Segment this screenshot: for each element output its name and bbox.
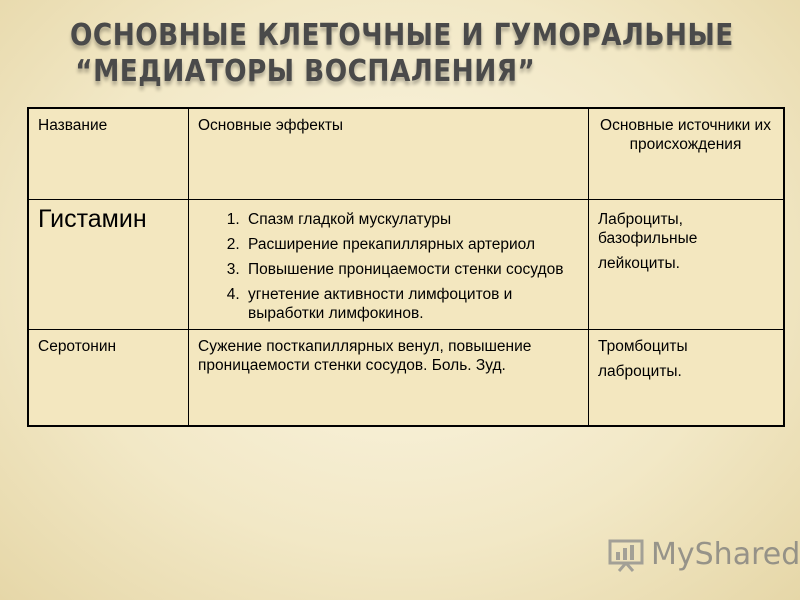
watermark-text: MyShared: [651, 537, 800, 572]
header-name: Название: [28, 108, 189, 200]
mediators-table: [27, 107, 785, 427]
row-effects: [189, 200, 589, 330]
list-item: 1. Спазм гладкой мускулатуры: [244, 210, 578, 229]
row-effects: Сужение посткапиллярных венул, повышение проницаемости стенки сосудов. Боль. Зуд.: [189, 330, 589, 427]
source-text: лейкоциты.: [598, 255, 680, 272]
watermark-logo: [607, 537, 800, 572]
source-text: Тромбоциты: [598, 338, 688, 355]
row-sources: [589, 330, 785, 427]
list-item: 4. угнетение активности лимфоцитов и выработки лимфокинов.: [244, 285, 578, 323]
list-item: 3. Повышение проницаемости стенки сосудов: [244, 260, 578, 279]
title-line-1: ОСНОВНЫЕ КЛЕТОЧНЫЕ И ГУМОРАЛЬНЫЕ: [70, 18, 734, 53]
header-sources: Основные источники их происхождения: [589, 108, 785, 200]
table-header-row: [28, 108, 784, 200]
title-line-2: “МЕДИАТОРЫ ВОСПАЛЕНИЯ”: [75, 54, 536, 89]
source-text: лаброциты.: [598, 363, 682, 380]
row-sources: [589, 200, 785, 330]
list-item: 2. Расширение прекапиллярных артериол: [244, 235, 578, 254]
table-row: [28, 330, 784, 427]
row-name: Серотонин: [28, 330, 189, 427]
slide-title: [70, 18, 734, 90]
source-text: Лаброциты, базофильные: [598, 211, 698, 247]
presentation-board-icon: [607, 538, 645, 572]
row-name: Гистамин: [28, 200, 189, 330]
header-effects: Основные эффекты: [189, 108, 589, 200]
table-row: [28, 200, 784, 330]
effects-list: [198, 210, 578, 323]
